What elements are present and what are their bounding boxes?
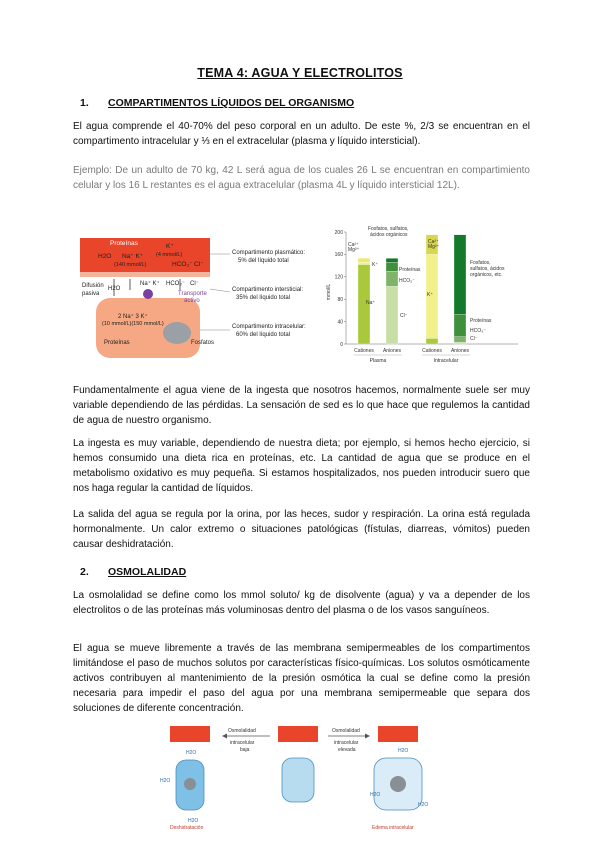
- bar-segment: [426, 338, 438, 344]
- annotation-label: Mg²⁺: [348, 247, 360, 253]
- page-title: TEMA 4: AGUA Y ELECTROLITOS: [197, 66, 403, 80]
- annotation-label: K⁺: [427, 292, 433, 298]
- annotation-label: Fosfatos, sulfatos,: [368, 226, 409, 232]
- annotation-label: Mg²⁺: [428, 244, 440, 250]
- label-hco3-2: HCO₃⁻: [166, 281, 185, 287]
- annotation-label: sulfatos, ácidos: [470, 266, 505, 272]
- y-tick-label: 160: [334, 252, 343, 259]
- bar-segment: [358, 258, 370, 262]
- annotation-label: ácidos orgánicos: [370, 232, 408, 238]
- annotation-label: K⁺: [372, 262, 378, 268]
- label-h2o-f: H2O: [418, 802, 429, 808]
- y-tick-label: 120: [334, 274, 343, 281]
- label-comp-plasma-pct: 5% del líquido total: [238, 258, 289, 264]
- label-hco3: HCO₃⁻: [172, 261, 193, 268]
- y-tick-label: 80: [337, 297, 343, 303]
- annotation-label: orgánicos, etc.: [470, 272, 503, 278]
- bar-segment: [454, 342, 466, 344]
- label-comp-intra: Compartimento intracelular:: [232, 324, 306, 330]
- label-osm-baja-1: Osmolalidad: [228, 728, 256, 734]
- label-pasiva: pasiva: [82, 291, 100, 297]
- group-label: Intracelular: [433, 358, 459, 364]
- label-na-k: Na⁺ K⁺: [122, 253, 144, 260]
- bar-segment: [358, 262, 370, 264]
- section-heading-1: [80, 97, 354, 109]
- nucleus-edema: [390, 776, 406, 792]
- label-comp-inter-pct: 35% del líquido total: [236, 295, 291, 301]
- y-tick-label: 200: [334, 229, 343, 236]
- y-tick-label: 40: [337, 319, 343, 326]
- bar-segment: [386, 271, 398, 286]
- arrowhead-left: [222, 734, 227, 739]
- paragraph: El agua comprende el 40-70% del peso corporal en un adulto. De este %, 2/3 se encuentran en el compartimento intracelular y ⅓ en el extracelular (plasma y líquido intersticial).: [73, 121, 530, 147]
- label-proteinas: Proteínas: [110, 240, 138, 247]
- paragraph: El agua se mueve libremente a través de las membrana semipermeables de los compartimentos limitándose el paso de muchos solutos por características físico-químicas. Los solutos osmóticamente activos contribuyen al mantenimiento de la presión osmótica la cual se define como la presión necesaria para impedir el paso del agua por una membrana semipermeable que separa dos soluciones de diferente concentración.: [73, 643, 530, 714]
- annotation-label: Cl⁻: [470, 336, 478, 342]
- cell-nucleus: [163, 322, 191, 344]
- label-h2o: H2O: [98, 253, 112, 260]
- vessel-band-middle: [278, 726, 318, 742]
- label-activo: activo: [184, 298, 200, 304]
- label-pump-mmol: (10 mmol/L)(150 mmol/L): [102, 321, 164, 327]
- label-h2o-b: H2O: [160, 778, 171, 784]
- x-category-label: Aniones: [450, 348, 470, 354]
- label-h2o-c: H2O: [188, 818, 199, 824]
- paragraph: La salida del agua se regula por la orina, por las heces, sudor y respiración. La orina está regulada hormonalmente. Un calor extremo o situaciones patológicas (fístulas, diarreas, vómitos) pueden causar deshidratación.: [73, 509, 530, 550]
- x-category-label: Cationes: [354, 348, 374, 354]
- label-na-k-2: Na⁺ K⁺: [140, 281, 160, 287]
- label-osm-baja-2: intracelular: [230, 740, 255, 746]
- annotation-label: Na⁺: [366, 300, 376, 306]
- paragraph: La osmolalidad se define como los mmol soluto/ kg de disolvente (agua) y va a depender de los electrolitos o de las proteínas más voluminosas dentro del plasma o de los vasos sanguíneos.: [73, 590, 530, 616]
- label-mmol140: (140 mmol/L): [114, 262, 147, 268]
- pump-circle: [143, 289, 153, 299]
- label-osm-elevada-2: intracelular: [334, 740, 359, 746]
- label-cl-2: Cl⁻: [190, 281, 199, 287]
- label-osm-elevada-1: Osmolalidad: [332, 728, 360, 734]
- label-proteinas-cell: Proteínas: [104, 340, 130, 346]
- label-deshidratacion: Deshidratación: [170, 825, 204, 830]
- annotation-label: Proteínas: [470, 318, 492, 324]
- annotation-label: Ca²⁺: [428, 239, 439, 245]
- label-osm-elevada-3: elevada: [338, 747, 356, 753]
- bar-segment: [386, 258, 398, 262]
- cell-normal: [282, 758, 314, 802]
- section-title: COMPARTIMENTOS LÍQUIDOS DEL ORGANISMO: [108, 97, 355, 109]
- annotation-label: Cl⁻: [400, 313, 408, 319]
- label-comp-inter: Compartimento intersticial:: [232, 287, 304, 293]
- annotation-label: Ca²⁺: [348, 242, 359, 248]
- bar-segment: [386, 286, 398, 344]
- label-h2o-a: H2O: [186, 750, 197, 756]
- label-h2o-d: H2O: [398, 748, 409, 754]
- nucleus-dehydrated: [184, 778, 196, 790]
- vessel-band-left: [170, 726, 210, 742]
- label-cl: Cl⁻: [194, 261, 204, 268]
- annotation-label: Fosfatos,: [470, 260, 491, 266]
- label-pump-ions: 2 Na⁺ 3 K⁺: [118, 314, 148, 320]
- leader-line: [210, 289, 230, 292]
- bar-segment: [454, 235, 466, 315]
- group-label: Plasma: [369, 358, 387, 364]
- paragraph: La ingesta es muy variable, dependiendo de nuestra dieta; por ejemplo, si hemos hecho ejercicio, si hemos consumido una dieta rica en proteínas, etc. La cantidad de agua que se produce en el metabolismo oxidativo es muy pequeña. Si estamos hospitalizados, nos pueden introducir suero que nos haga regular la cantidad de líquidos.: [73, 438, 530, 494]
- bar-segment: [454, 337, 466, 343]
- y-tick-label: 0: [340, 341, 343, 348]
- chart-bars: [358, 235, 466, 344]
- vessel-band-right: [378, 726, 418, 742]
- annotation-label: HCO₃⁻: [399, 278, 415, 284]
- label-osm-baja-3: baja: [240, 747, 250, 753]
- label-fosfatos: Fosfatos: [191, 340, 215, 346]
- compartments-diagram: [80, 232, 316, 362]
- label-h2o-2: H2O: [108, 286, 121, 292]
- bar-segment: [454, 314, 466, 336]
- annotation-label: Proteínas: [399, 267, 421, 273]
- label-transporte: Transporte: [178, 291, 207, 297]
- section-number: 2.: [80, 566, 89, 578]
- section-title: OSMOLALIDAD: [108, 566, 187, 578]
- ion-composition-chart: [322, 224, 522, 372]
- chart-annotations: [326, 226, 505, 364]
- arrowhead-right: [365, 734, 370, 739]
- x-category-label: Aniones: [382, 348, 402, 354]
- paragraph: Fundamentalmente el agua viene de la ingesta que nosotros hacemos, normalmente suele ser muy variable dependiendo de las pérdidas. La sensación de sed es lo que hace que regulemos la cantidad de agua de nuestro organismo.: [73, 385, 530, 426]
- example-paragraph: Ejemplo: De un adulto de 70 kg, 42 L será agua de los cuales 26 L se encuentran en compartimiento celular y los 16 L restantes es el agua extracelular (plasma 4L y líquido intersticial 12L).: [73, 165, 530, 191]
- label-edema: Edema intracelular: [372, 825, 414, 830]
- annotation-label: HCO₃⁻: [470, 328, 486, 334]
- section-heading-2: [80, 566, 186, 578]
- x-category-label: Cationes: [422, 348, 442, 354]
- label-mmol4: (4 mmol/L): [156, 252, 183, 258]
- capillary-wall: [80, 272, 210, 277]
- label-difusion: Difusión: [82, 283, 104, 289]
- label-comp-plasma: Compartimento plasmático:: [232, 250, 306, 256]
- label-comp-intra-pct: 60% del líquido total: [236, 332, 291, 338]
- label-h2o-e: H2O: [370, 792, 381, 798]
- y-axis-label: mmol/L: [326, 283, 332, 301]
- section-number: 1.: [80, 97, 89, 109]
- bar-segment: [386, 262, 398, 271]
- osmolality-diagram: [160, 724, 440, 830]
- label-k: K⁺: [166, 243, 174, 250]
